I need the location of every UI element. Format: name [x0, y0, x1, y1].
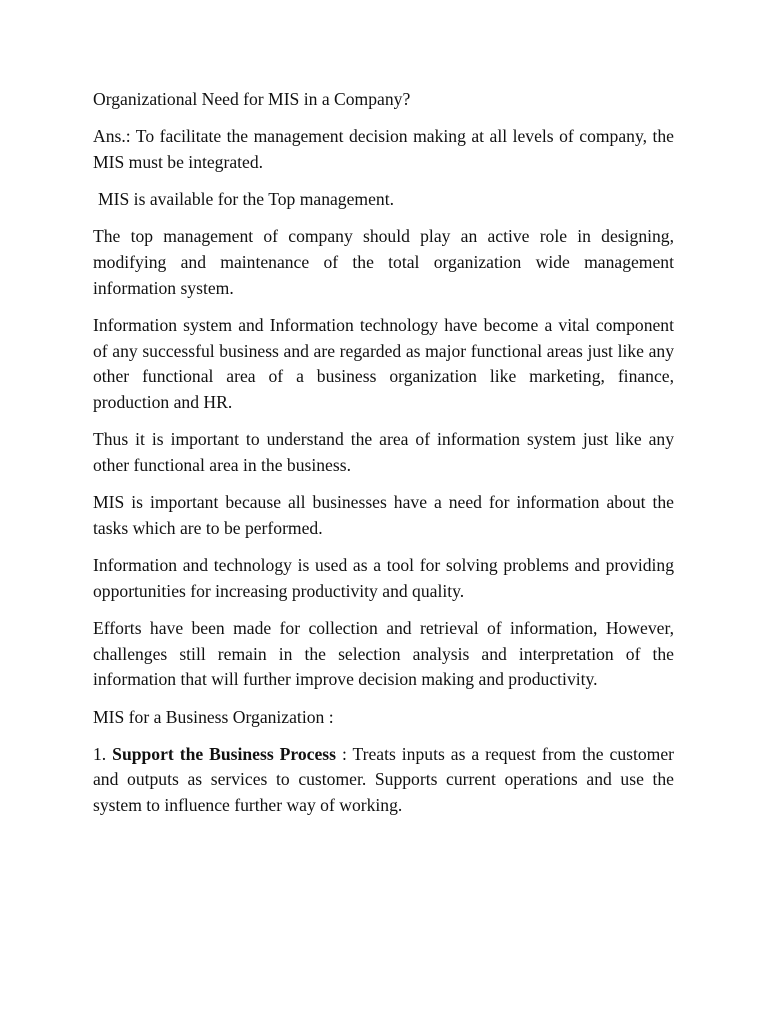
technology-tool-paragraph: Information and technology is used as a tool for solving problems and providing opportunities for increasing productivity and quality. — [93, 555, 674, 601]
top-management-paragraph: MIS is available for the Top management. — [98, 189, 394, 210]
efforts-paragraph: Efforts have been made for collection and retrieval of information, However, challenges still remain in the selection analysis and interpretation of the information that will further improve decision making and productivity. — [93, 617, 674, 690]
information-systems-paragraph: Information system and Information technology have become a vital component of any successful business and are regarded as major functional areas just like any other functional area of a business organization like marketing, finance, production and HR. — [93, 314, 674, 413]
list-item-support-business-process — [93, 742, 674, 819]
importance-paragraph: Thus it is important to understand the area of information system just like any other functional area in the business. — [93, 429, 674, 475]
answer-paragraph: Ans.: To facilitate the management decision making at all levels of company, the MIS must be integrated. — [93, 126, 674, 172]
top-management-role-paragraph: The top management of company should play an active role in designing, modifying and maintenance of the total organization wide management information system. — [93, 226, 674, 298]
document-title: Organizational Need for MIS in a Company? — [93, 89, 411, 109]
document-page — [93, 87, 674, 830]
business-organization-heading: MIS for a Business Organization : — [93, 706, 334, 727]
list-item-heading: Support the Business Process — [112, 743, 336, 764]
list-item-text: : Treats inputs as a request from the customer and outputs as services to customer. Supports current operations and use the system to influence further way of working. — [93, 743, 675, 816]
mis-importance-paragraph: MIS is important because all businesses have a need for information about the tasks which are to be performed. — [93, 492, 674, 538]
list-item-number: 1. — [93, 743, 107, 764]
